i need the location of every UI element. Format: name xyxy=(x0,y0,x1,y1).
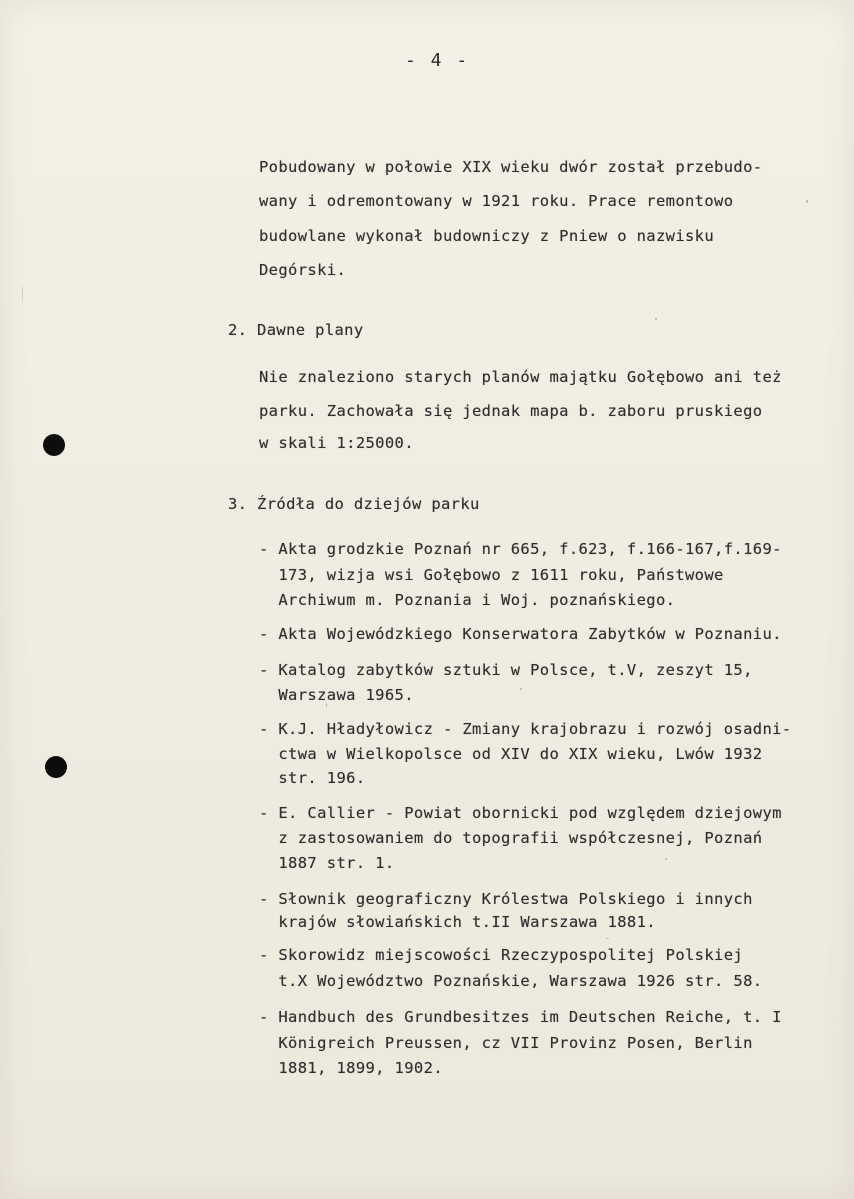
section2-line: parku. Zachowała się jednak mapa b. zaboru pruskiego xyxy=(259,402,763,420)
source-item-line: Archiwum m. Poznania i Woj. poznańskiego. xyxy=(259,591,676,609)
section2-line: Nie znaleziono starych planów majątku Gołębowo ani też xyxy=(259,368,782,386)
source-item-line: - Akta Wojewódzkiego Konserwatora Zabytków w Poznaniu. xyxy=(259,625,782,643)
source-item-line: Warszawa 1965. xyxy=(259,686,414,704)
source-item-line: t.X Województwo Poznańskie, Warszawa 1926 str. 58. xyxy=(259,972,763,990)
source-item-line: - Słownik geograficzny Królestwa Polskiego i innych xyxy=(259,890,753,908)
source-item-line: 1887 str. 1. xyxy=(259,854,395,872)
source-item-line: - E. Callier - Powiat obornicki pod względem dziejowym xyxy=(259,804,782,822)
source-item-line: - Skorowidz miejscowości Rzeczypospolitej Polskiej xyxy=(259,946,744,964)
page-number: - 4 - xyxy=(405,50,470,71)
intro-line: wany i odremontowany w 1921 roku. Prace remontowo xyxy=(259,192,734,210)
source-item-line: str. 196. xyxy=(259,769,366,787)
punch-hole-bottom xyxy=(45,756,67,778)
paper-speck xyxy=(806,200,808,203)
paper-speck xyxy=(655,318,657,320)
paper-speck xyxy=(520,688,522,690)
section-heading-old-plans: 2. Dawne plany xyxy=(228,321,364,339)
paper-speck xyxy=(665,858,667,860)
source-item-line: Königreich Preussen, cz VII Provinz Posen, Berlin xyxy=(259,1034,753,1052)
source-item-line: - K.J. Hładyłowicz - Zmiany krajobrazu i rozwój osadni- xyxy=(259,720,792,738)
intro-line: Pobudowany w połowie XIX wieku dwór został przebudo- xyxy=(259,158,763,176)
paper-speck xyxy=(22,285,23,303)
source-item-line: 1881, 1899, 1902. xyxy=(259,1059,443,1077)
intro-line: budowlane wykonał budowniczy z Pniew o nazwisku xyxy=(259,227,715,245)
source-item-line: krajów słowiańskich t.II Warszawa 1881. xyxy=(259,913,656,931)
source-item-line: - Katalog zabytków sztuki w Polsce, t.V, zeszyt 15, xyxy=(259,661,753,679)
section-heading-sources: 3. Źródła do dziejów parku xyxy=(228,495,480,513)
source-item-line: z zastosowaniem do topografii współczesnej, Poznań xyxy=(259,829,763,847)
source-item-line: 173, wizja wsi Gołębowo z 1611 roku, Państwowe xyxy=(259,566,724,584)
source-item-line: ctwa w Wielkopolsce od XIV do XIX wieku, Lwów 1932 xyxy=(259,745,763,763)
intro-line: Degórski. xyxy=(259,261,347,279)
section2-line: w skali 1:25000. xyxy=(259,434,414,452)
punch-hole-top xyxy=(43,434,65,456)
source-item-line: - Akta grodzkie Poznań nr 665, f.623, f.166-167,f.169- xyxy=(259,540,782,558)
source-item-line: - Handbuch des Grundbesitzes im Deutschen Reiche, t. I xyxy=(259,1008,782,1026)
paper-speck xyxy=(606,938,609,939)
